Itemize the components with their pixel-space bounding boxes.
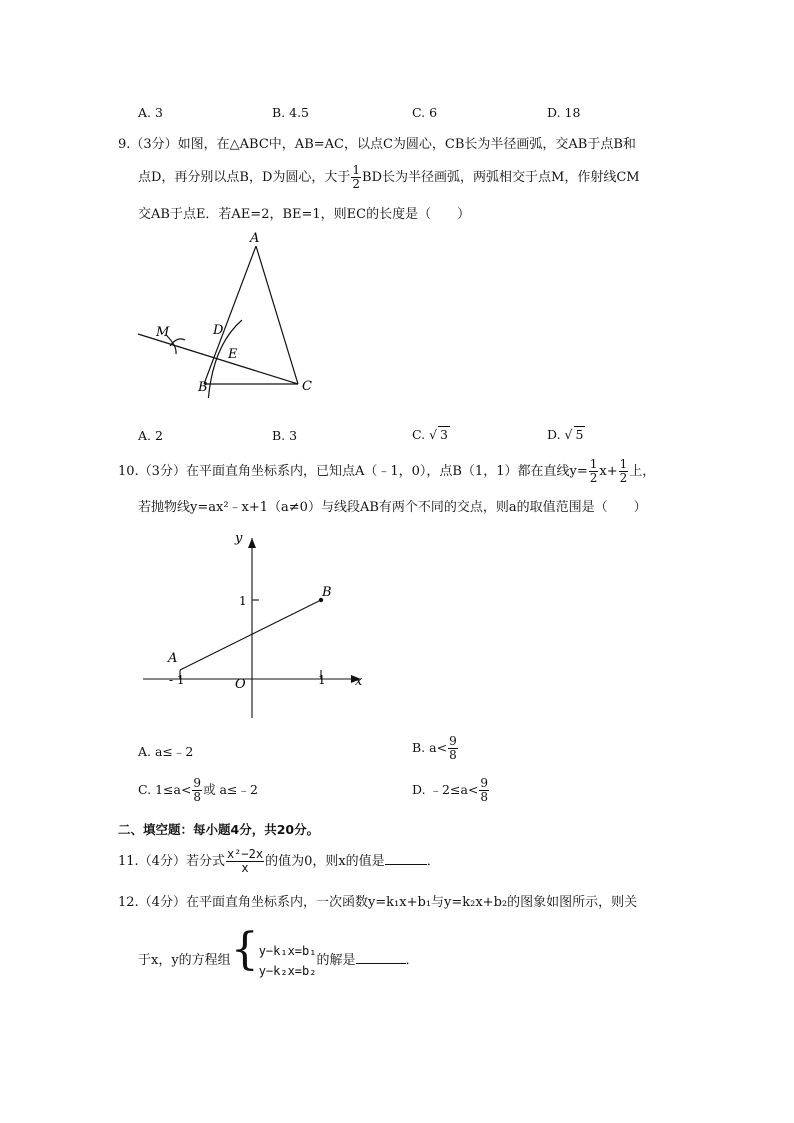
q12-line2 bbox=[138, 924, 419, 981]
q11-answer-blank[interactable] bbox=[385, 852, 427, 865]
q11-line bbox=[118, 848, 440, 875]
label-e: E bbox=[228, 347, 238, 362]
q10-option-c-suffix: 或 a≤﹣2 bbox=[203, 782, 258, 797]
q8-option-a: A. 3 bbox=[138, 105, 163, 120]
tick-label-neg1: - 1 bbox=[169, 673, 185, 687]
q11-den: x bbox=[241, 861, 249, 875]
q9-option-a: A. 2 bbox=[138, 428, 163, 443]
q9-option-c-radicand: 3 bbox=[440, 427, 448, 442]
q9-frac-num: 1 bbox=[352, 163, 361, 177]
segment-ab bbox=[180, 600, 321, 670]
q10-option-c-prefix: C. 1≤a< bbox=[138, 782, 192, 797]
q9-option-b: B. 3 bbox=[272, 428, 298, 443]
section-2-title: 二、填空题：每小题4分，共20分。 bbox=[118, 822, 320, 837]
q10-option-c-num: 9 bbox=[193, 776, 202, 790]
q11-suffix: 的值为0，则x的值是 bbox=[265, 854, 385, 869]
q8-option-b: B. 4.5 bbox=[272, 105, 310, 120]
label-a: A bbox=[168, 651, 178, 666]
q9-line3: 交AB于点E．若AE=2，BE=1，则EC的长度是（ ） bbox=[138, 207, 471, 222]
q10-option-d-den: 8 bbox=[480, 790, 489, 804]
q9-option-d-radicand: 5 bbox=[575, 427, 584, 442]
q12-line2-prefix: 于x，y的方程组 bbox=[138, 953, 231, 968]
q10-option-a: A. a≤﹣2 bbox=[138, 744, 194, 759]
q9-line2b: BD长为半径画弧，两弧相交于点M，作射线CM bbox=[362, 170, 640, 185]
q12-line1: 12.（4分）在平面直角坐标系内，一次函数y=k₁x+b₁与y=k₂x+b₂的图象如图所示，则关 bbox=[118, 895, 638, 910]
q10-frac2-num: 1 bbox=[619, 457, 628, 471]
q10-line1a: 10.（3分）在平面直角坐标系内，已知点A（﹣1，0），点B（1，1）都在直线y= bbox=[118, 464, 588, 479]
q12-equation-system bbox=[259, 941, 317, 981]
q9-line1: 9.（3分）如图，在△ABC中，AB=AC，以点C为圆心，CB长为半径画弧，交AB于点B和 bbox=[118, 137, 636, 152]
q9-frac-den: 2 bbox=[352, 177, 361, 191]
q10-option-d-num: 9 bbox=[480, 776, 489, 790]
q10-line1 bbox=[118, 458, 655, 485]
q10-option-c-frac bbox=[192, 777, 202, 804]
q10-frac2 bbox=[619, 458, 629, 485]
label-origin: O bbox=[235, 677, 246, 692]
q10-option-c bbox=[138, 777, 258, 804]
q10-option-d-frac bbox=[479, 777, 489, 804]
q11-fraction bbox=[226, 848, 264, 875]
q10-option-d-prefix: D. ﹣2≤a< bbox=[412, 782, 479, 797]
q12-answer-blank[interactable] bbox=[356, 951, 406, 964]
q10-frac1 bbox=[589, 458, 599, 485]
q9-option-d-prefix: D. bbox=[547, 427, 565, 442]
segment-ac bbox=[256, 246, 298, 384]
label-d: D bbox=[213, 323, 224, 338]
q10-line1b: x+ bbox=[599, 464, 618, 479]
q9-line2 bbox=[138, 164, 640, 191]
q11-end: ． bbox=[426, 854, 440, 869]
q10-option-b-den: 8 bbox=[449, 748, 457, 762]
q11-prefix: 11.（4分）若分式 bbox=[118, 854, 225, 869]
tick-label-x1: 1 bbox=[318, 673, 326, 687]
q12-brace-icon: { bbox=[230, 924, 259, 975]
label-b: B bbox=[198, 380, 208, 395]
q9-option-d: D. √ 5 bbox=[547, 427, 584, 442]
q10-option-b-num: 9 bbox=[449, 734, 457, 748]
y-axis-arrow-icon bbox=[248, 538, 256, 548]
q10-frac1-num: 1 bbox=[589, 457, 598, 471]
q12-eq2: y−k₂x=b₂ bbox=[258, 963, 317, 978]
ray-cm bbox=[138, 334, 298, 384]
q9-line2a: 点D，再分别以点B，D为圆心，大于 bbox=[138, 170, 351, 185]
label-m: M bbox=[156, 325, 170, 340]
q10-line2: 若抛物线y=ax²﹣x+1（a≠0）与线段AB有两个不同的交点，则a的取值范围是（ ） bbox=[138, 500, 647, 515]
tick-label-y1: 1 bbox=[239, 594, 247, 608]
q10-frac1-den: 2 bbox=[589, 471, 598, 485]
q10-coordinate-graph bbox=[135, 530, 375, 725]
q10-option-c-den: 8 bbox=[193, 790, 202, 804]
q12-line2-suffix: 的解是 bbox=[316, 953, 356, 968]
q9-triangle-figure bbox=[130, 228, 330, 398]
q12-eq1: y−k₁x=b₁ bbox=[258, 943, 317, 958]
label-c: C bbox=[302, 379, 312, 394]
label-a: A bbox=[250, 231, 260, 246]
q9-option-c: C. √ 3 bbox=[412, 427, 448, 442]
q10-option-b-frac bbox=[448, 735, 458, 762]
q9-fraction bbox=[351, 164, 361, 191]
q9-option-c-prefix: C. bbox=[412, 427, 430, 442]
label-b: B bbox=[322, 585, 332, 600]
label-x: x bbox=[355, 674, 363, 689]
q8-option-c: C. 6 bbox=[412, 105, 438, 120]
q8-option-d: D. 18 bbox=[547, 105, 581, 120]
q10-frac2-den: 2 bbox=[619, 471, 628, 485]
q12-end: ． bbox=[405, 953, 419, 968]
q10-line1c: 上， bbox=[629, 464, 656, 479]
label-y: y bbox=[235, 531, 243, 546]
q10-option-b bbox=[412, 735, 459, 762]
q11-num: x²−2x bbox=[226, 847, 264, 861]
q10-option-d bbox=[412, 777, 490, 804]
q10-option-b-prefix: B. a< bbox=[412, 740, 448, 755]
